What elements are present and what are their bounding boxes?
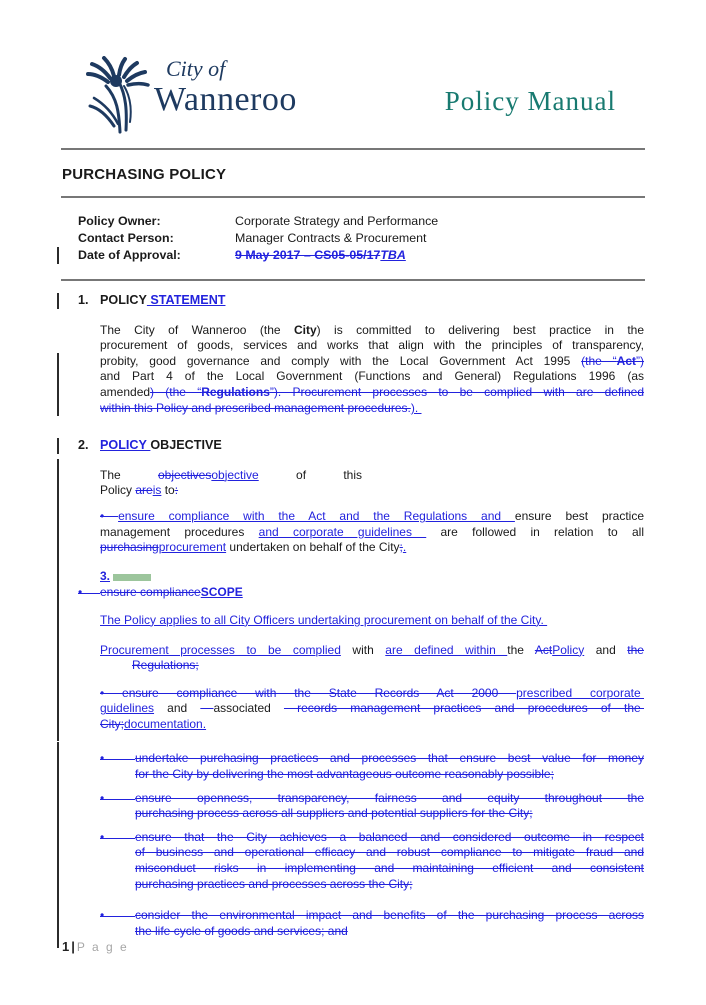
text-run: ensure compliance [100, 585, 201, 600]
text-run: are defined within [385, 642, 508, 657]
text-run: purchasing process across all suppliers and potential suppliers for the City; [135, 806, 533, 821]
text-run: SCOPE [200, 585, 243, 600]
text-line [100, 385, 644, 401]
text-run: of this [258, 467, 362, 482]
text-run: are [135, 483, 153, 498]
horizontal-rule [61, 148, 645, 150]
change-bar [57, 604, 59, 638]
text-run: consider the environmental impact and benefits of the purchasing process across [135, 908, 644, 923]
change-bar [57, 634, 59, 683]
doc-paragraph [100, 569, 644, 585]
meta-label: Contact Person: [78, 231, 174, 245]
text-run: 3. [100, 568, 111, 583]
text-line [100, 369, 644, 385]
change-bar [57, 821, 59, 901]
text-run: Regulations; [132, 658, 199, 673]
text-run: Policy [100, 483, 136, 498]
text-line [100, 658, 644, 674]
text-run: for the City by delivering the most advantageous outcome reasonably possible; [135, 767, 554, 782]
text-run: ”) [636, 353, 644, 368]
text-run: purchasing practices and processes across the City; [135, 876, 413, 891]
text-run: procurement of goods, services and works that align with the principles of transparency, [100, 338, 644, 353]
text-line [100, 791, 644, 807]
text-run: The [100, 467, 158, 482]
text-run: documentation. [124, 716, 207, 731]
text-run: ensure best practice [514, 508, 644, 523]
horizontal-rule [61, 279, 645, 281]
text-run [200, 701, 213, 715]
policy-manual-title: Policy Manual [444, 86, 616, 116]
text-run: The City of Wanneroo (the [100, 322, 294, 337]
section-heading [78, 293, 644, 309]
text-line [100, 401, 644, 417]
meta-value [235, 230, 426, 247]
text-run: Manager Contracts & Procurement [235, 231, 427, 245]
text-line [100, 908, 644, 924]
text-line [100, 323, 644, 339]
text-run: ). [410, 400, 422, 415]
document-body [62, 293, 644, 939]
text-line [78, 293, 644, 309]
text-line [78, 438, 644, 454]
doc-paragraph [100, 643, 644, 674]
doc-paragraph [100, 791, 644, 822]
text-run: (the “ [581, 353, 617, 368]
change-bar [57, 247, 59, 264]
text-run: within this Policy and prescribed management procedures. [100, 400, 411, 415]
text-line [100, 525, 644, 541]
text-run: undertake purchasing practices and processes that ensure best value for money [135, 751, 644, 766]
page-footer [62, 939, 644, 954]
text-run: ) (the “ [150, 384, 202, 399]
meta-row [78, 230, 644, 247]
text-run: • [100, 508, 119, 523]
text-run: with [340, 642, 386, 657]
text-run: Regulations [201, 384, 270, 399]
meta-label: Date of Approval: [78, 248, 181, 262]
horizontal-rule [61, 196, 645, 198]
text-line [100, 483, 362, 499]
text-run: the [507, 642, 535, 657]
kangaroo-paw-flower-icon [86, 56, 152, 134]
page-number: 1 [62, 939, 70, 955]
text-run: Policy [552, 642, 585, 657]
text-line [100, 686, 644, 702]
text-line [135, 861, 644, 877]
text-run: objectives [157, 467, 212, 482]
page-header [62, 56, 644, 134]
text-run: of business and operational efficacy and robust compliance to mitigate fraud and [135, 845, 644, 860]
text-run: ensure compliance with the Act and the Regulations and [118, 508, 515, 523]
deleted-bullet-icon: • [100, 908, 135, 924]
text-line [135, 877, 644, 893]
doc-paragraph [100, 830, 644, 892]
footer-separator: | [71, 939, 75, 955]
text-line [100, 701, 644, 717]
text-line [135, 767, 644, 783]
text-run: amended [100, 384, 151, 399]
text-run: Act [616, 353, 636, 368]
change-bar [57, 500, 59, 565]
text-line [100, 354, 644, 370]
deleted-bullet-icon: • [78, 585, 100, 601]
text-run: are followed in relation to all [426, 524, 644, 539]
policy-meta-table [62, 213, 644, 264]
text-run: procurement [158, 540, 227, 555]
text-run: guidelines [100, 701, 155, 716]
doc-paragraph [100, 686, 644, 733]
text-run: misconduct risks in implementing and maintaining efficient and consistent [135, 861, 644, 876]
city-of-wanneroo-logo [86, 56, 297, 134]
text-run: the life cycle of goods and services; and [135, 923, 348, 938]
doc-paragraph [100, 468, 362, 499]
text-line [100, 540, 644, 556]
text-run: and [154, 701, 201, 716]
text-run: purchasing [100, 540, 159, 555]
logo-city-of: City of [166, 56, 226, 81]
text-line [100, 509, 644, 525]
footer-page-word: P a g e [76, 940, 129, 955]
text-run: The Policy applies to all City Officers undertaking procurement on behalf of the City. [100, 612, 548, 627]
deleted-bullet-icon: • [100, 791, 135, 807]
text-run: objective [211, 467, 259, 482]
deleted-bullet-icon: • [100, 751, 135, 767]
text-run: OBJECTIVE [150, 438, 222, 453]
doc-paragraph [78, 585, 644, 601]
text-run: POLICY [100, 293, 147, 307]
meta-value [235, 247, 406, 264]
doc-paragraph [100, 908, 644, 939]
text-run: • ensure compliance with the State Records Act 2000 [100, 685, 517, 700]
section-heading [78, 438, 644, 454]
text-line [100, 643, 644, 659]
text-line [100, 830, 644, 846]
text-line [78, 585, 644, 601]
change-bar [57, 438, 59, 454]
text-run: the [627, 642, 644, 657]
text-run: records management practices and procedures of the [283, 701, 644, 716]
section-number: 2. [78, 438, 89, 453]
text-run: Act [534, 642, 553, 657]
text-line [135, 845, 644, 861]
text-run: City [293, 322, 317, 337]
doc-paragraph [100, 751, 644, 782]
doc-paragraph [100, 613, 644, 629]
logo-wordmark [154, 58, 297, 117]
text-run: : [174, 483, 179, 498]
moved-text-highlight [113, 574, 151, 581]
text-line [100, 751, 644, 767]
change-bar [57, 353, 59, 417]
text-line [100, 569, 644, 585]
text-run: 9 May 2017 – CS05-05/17 [235, 248, 381, 262]
text-run: Corporate Strategy and Performance [235, 214, 439, 228]
logo-wanneroo: Wanneroo [154, 81, 297, 118]
text-run: ensure that the City achieves a balanced and considered outcome in respect [135, 829, 644, 844]
text-run: TBA [380, 248, 406, 262]
text-run: ensure openness, transparency, fairness and equity throughout the [135, 790, 644, 805]
text-run: prescribed corporate [516, 685, 644, 700]
text-run: probity, good governance and comply with the Local Government Act 1995 [100, 353, 582, 368]
text-run: Procurement processes to be complied [100, 642, 341, 657]
deleted-bullet-icon: • [100, 830, 135, 846]
document-title: PURCHASING POLICY [62, 166, 227, 183]
text-run: . [402, 540, 407, 555]
change-bar [57, 677, 59, 742]
text-run: City; [100, 716, 124, 731]
text-run: associated [213, 701, 284, 716]
text-line [135, 924, 644, 940]
change-bar [57, 293, 59, 309]
text-run: and corporate guidelines [258, 524, 427, 539]
text-run: POLICY [100, 438, 151, 453]
text-run: is [152, 483, 162, 498]
section-number: 1. [78, 293, 89, 307]
text-line [100, 717, 644, 733]
text-line [100, 468, 362, 484]
text-line [100, 613, 644, 629]
text-run: ”). Procurement processes to be complied with are defined [269, 384, 644, 399]
text-line [135, 806, 644, 822]
text-run: undertaken on behalf of the City [226, 540, 400, 555]
doc-paragraph [100, 323, 644, 417]
meta-row [78, 213, 644, 230]
meta-row [78, 247, 644, 264]
text-run: and [584, 642, 628, 657]
meta-value [235, 213, 438, 230]
text-run: ) is committed to delivering best practice in the [316, 322, 644, 337]
text-run: ; [399, 540, 403, 555]
doc-paragraph [100, 509, 644, 556]
text-line [100, 338, 644, 354]
text-run: and Part 4 of the Local Government (Functions and General) Regulations 1996 (as [100, 369, 644, 384]
text-run: management procedures [100, 524, 259, 539]
change-bar [57, 899, 59, 948]
meta-label: Policy Owner: [78, 214, 161, 228]
text-run: STATEMENT [146, 293, 226, 307]
text-run: to [161, 483, 175, 498]
